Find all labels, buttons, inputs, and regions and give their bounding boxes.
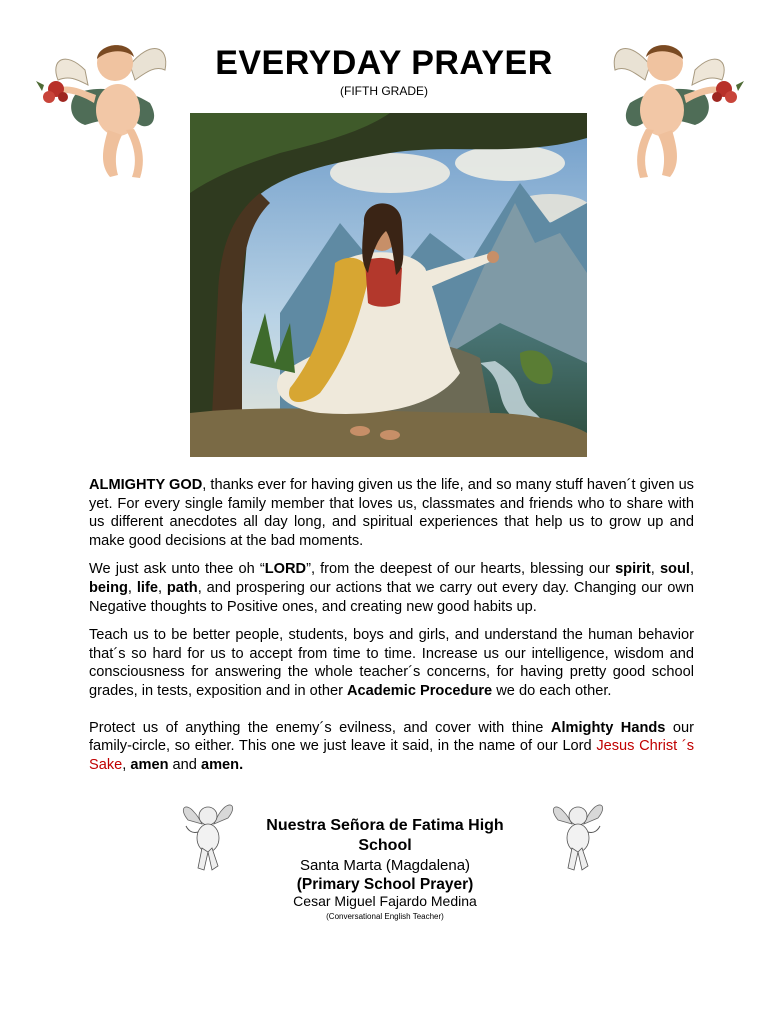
small-cherub-right-icon: [548, 800, 610, 875]
cherub-left-icon: [30, 25, 175, 185]
p4-text-1: Protect us of anything the enemy´s evilness, and cover with thine: [89, 719, 551, 736]
small-cherub-left-icon: [178, 800, 240, 875]
school-name: Nuestra Señora de Fatima High School: [266, 817, 504, 854]
p2-text-3: ,: [650, 561, 660, 578]
amen-text-1: amen: [130, 756, 169, 773]
paragraph-3: [89, 626, 694, 700]
academic-procedure-text: Academic Procedure: [346, 682, 493, 699]
prayer-type: (Primary School Prayer): [296, 876, 474, 893]
amen-text-2: amen.: [200, 756, 244, 773]
teacher-name: Cesar Miguel Fajardo Medina: [293, 893, 477, 909]
soul-text: soul: [659, 561, 690, 578]
p4-text-4: and: [168, 756, 201, 773]
p2-text-6: ,: [157, 579, 167, 596]
p2-text-7: , and prospering our actions that we carry out every day. Changing our own Negative thoughts to Positive ones, and creating new good habits up.: [89, 579, 695, 615]
teacher-role: (Conversational English Teacher): [326, 912, 444, 921]
almighty-hands-text: Almighty Hands: [550, 719, 666, 736]
lord-text: LORD: [264, 561, 307, 578]
paragraph-4: [89, 719, 694, 775]
school-city: Santa Marta (Magdalena): [299, 857, 471, 874]
page-title: EVERYDAY PRAYER: [215, 44, 553, 82]
p2-text-2: ”, from the deepest of our hearts, blessing our: [306, 561, 616, 578]
p3-text-2: we do each other.: [492, 682, 612, 699]
paragraph-1-text: , thanks ever for having given us the life, and so many stuff haven´t given us yet. For every single family member that loves us, classmates and friends who to share with us different anecdotes all day long, and spiritual experiences that help us to grow up and make good decisions at the bad moments.: [89, 477, 694, 549]
p4-text-3: ,: [122, 756, 131, 773]
being-text: being: [89, 579, 128, 596]
path-text: path: [166, 579, 198, 596]
cherub-right-icon: [605, 25, 750, 185]
page-subtitle: (FIFTH GRADE): [340, 84, 428, 98]
p2-text-1: We just ask unto thee oh “: [89, 561, 265, 578]
school-info: [240, 816, 530, 895]
paragraph-2: [89, 560, 694, 616]
p3-text-1: Teach us to be better people, students, boys and girls, and understand the human behavior that´s so hard for us to accept from time to time. Increase us our intelligence, wisdom and consciousness for answering the whole teacher´s concerns, for having pretty good school grades, in tests, exposition and in other: [89, 627, 694, 699]
prayer-body: [89, 476, 694, 784]
p2-text-5: ,: [127, 579, 137, 596]
life-text: life: [136, 579, 158, 596]
jesus-painting-image: [190, 113, 587, 457]
almighty-god-text: ALMIGHTY GOD: [89, 477, 203, 493]
jesus-christ-text: Jesus Christ ´s Sake: [89, 738, 695, 773]
spirit-text: spirit: [615, 561, 651, 578]
p2-text-4: ,: [689, 561, 694, 578]
p4-text-2: our family-circle, so either. This one we just leave it said, in the name of our Lord: [89, 719, 694, 755]
paragraph-1: [89, 476, 694, 550]
